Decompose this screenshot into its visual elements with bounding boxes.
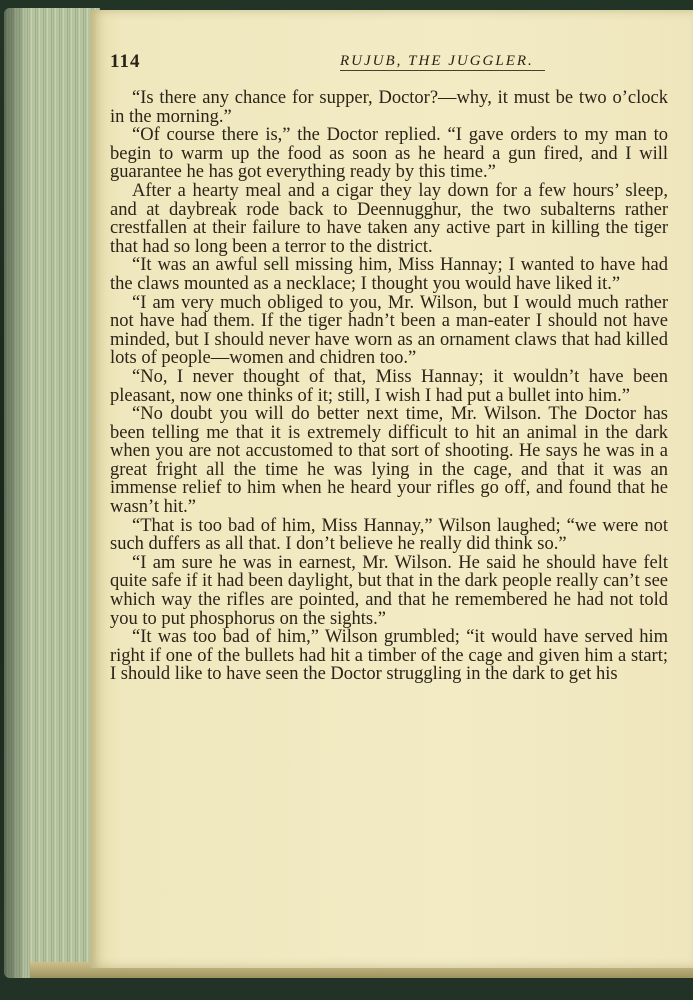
header-rule [340,70,545,71]
body-text [110,89,668,684]
paragraph: “Of course there is,” the Doctor replied. “I gave orders to my man to begin to warm up the food as soon as he heard a gun fired, and I will guarantee he has got everything ready by this time.” [110,125,668,183]
page-header [110,51,680,79]
paragraph: After a hearty meal and a cigar they lay down for a few hours’ sleep, and at daybreak rode back to Deennugghur, the two subalterns rather crestfallen at their failure to have taken any active part in killing the tiger that had so long been a terror to the district. [110,180,668,257]
page-edges [4,8,100,978]
paragraph: “No doubt you will do better next time, Mr. Wilson. The Doctor has been telling me that it is extremely difficult to hit an animal in the dark when you are not accustomed to that sort of shooting. He says he was in a great fright all the time he was lying in the cage, and that it was an immense relief to him when he heard your rifles go off, and found that he wasn’t hit.” [110,404,668,518]
paragraph: “I am very much obliged to you, Mr. Wilson, but I would much rather not have had them. If the tiger hadn’t been a man-eater I should not have minded, but I should never have worn as an ornament claws that had killed lots of people—women and chidren too.” [110,292,668,369]
page-number: 114 [110,51,141,72]
paragraph: “No, I never thought of that, Miss Hannay; it wouldn’t have been pleasant, now one thinks of it; still, I wish I had put a bullet into him.” [110,366,668,406]
paragraph: “It was an awful sell missing him, Miss Hannay; I wanted to have had the claws mounted as a necklace; I thought you would have liked it.” [110,255,668,294]
paragraph: “Is there any chance for supper, Doctor?—why, it must be two o’clock in the morning.” [110,88,668,127]
paragraph: “It was too bad of him,” Wilson grumbled; “it would have served him right if one of the bullets had hit a timber of the cage and given him a start; I should like to have seen the Doctor struggling in the dark to get his [110,627,668,685]
paragraph: “That is too bad of him, Miss Hannay,” Wilson laughed; “we were not such duffers as all that. I don’t believe he really did think so.” [110,515,668,555]
paragraph: “I am sure he was in earnest, Mr. Wilson. He said he should have felt quite safe if it had been daylight, but that in the dark people really can’t see which way the rifles are pointed, and that he remembered he had not told you to put phosphorus on the sights.” [110,552,668,629]
running-title: RUJUB, THE JUGGLER. [340,53,534,69]
